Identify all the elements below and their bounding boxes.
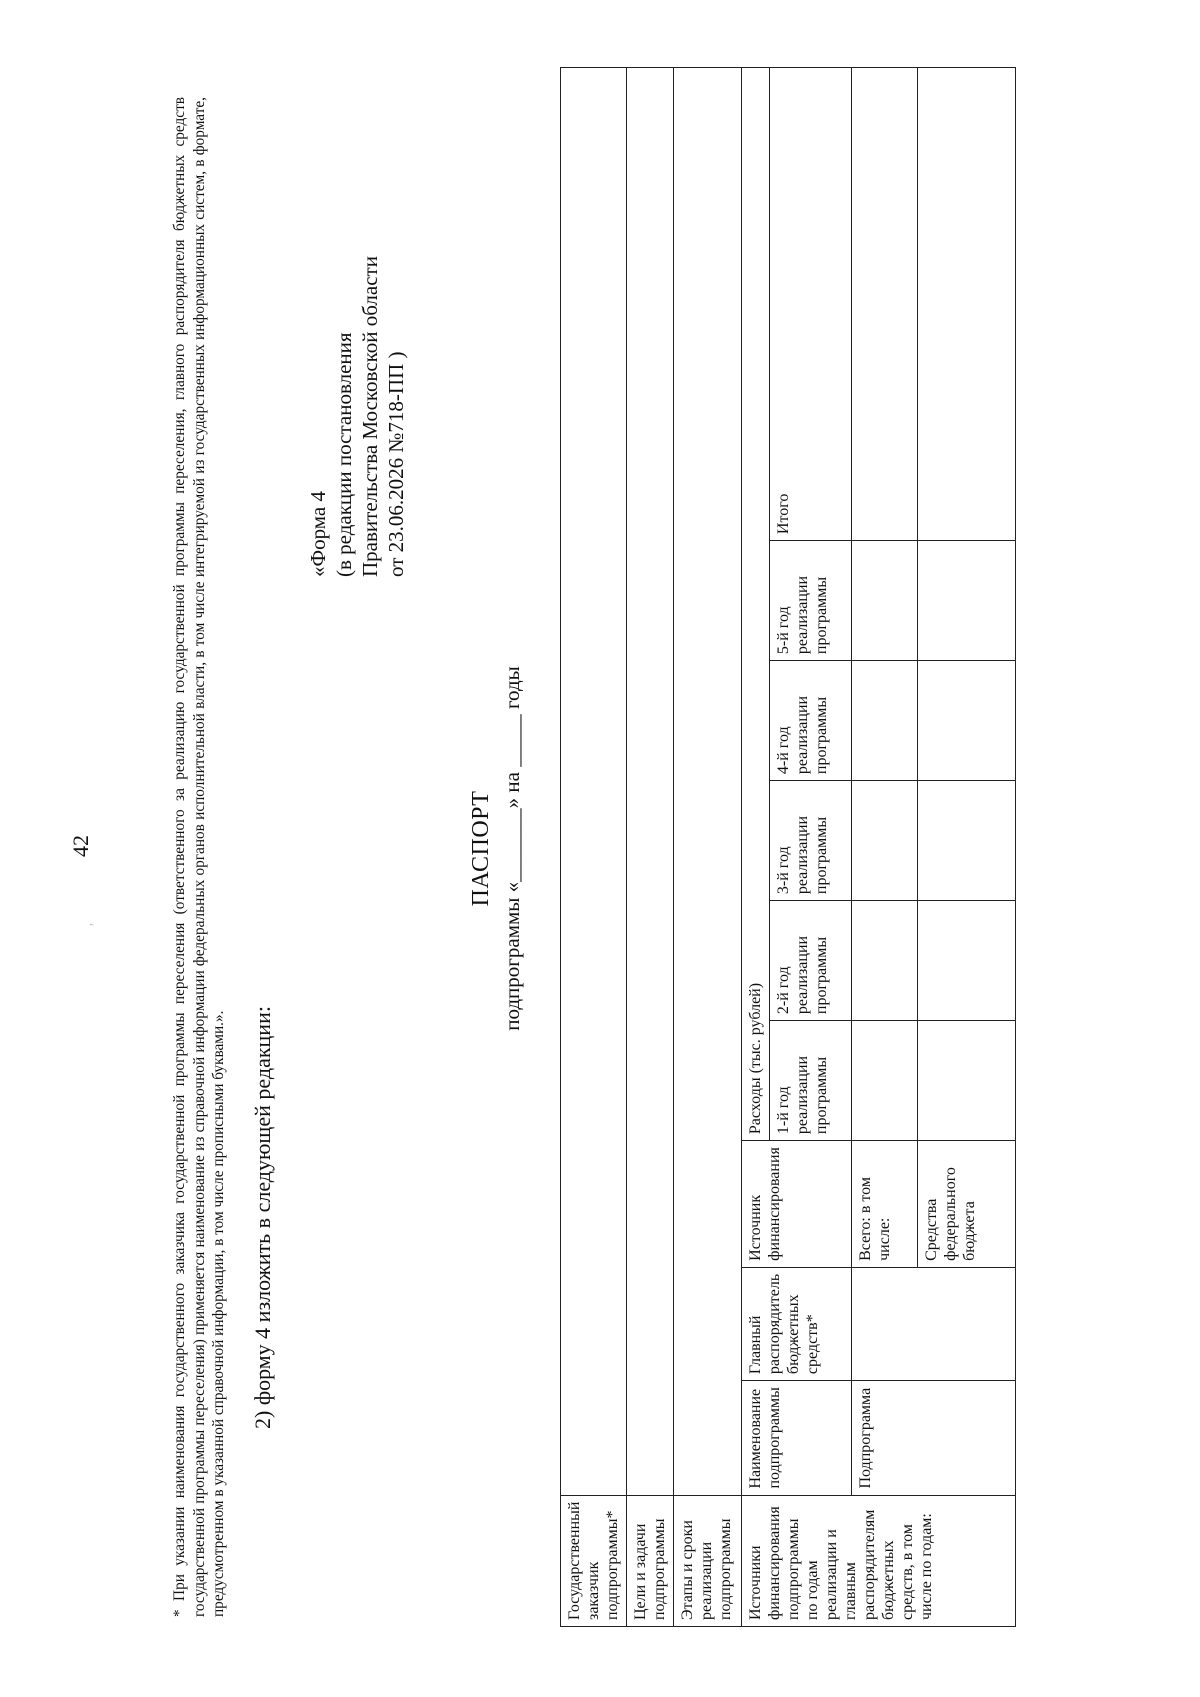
table-cell [918,541,1016,661]
header-year3: 3-й год реализации программы [770,781,852,901]
table-cell [918,661,1016,781]
amendment-line: 2) форму 4 изложить в следующей редакции: [250,1006,275,1429]
header-name: Наименование подпрограммы [742,1381,852,1495]
scan-artifact-icon: ’ [88,922,103,927]
form-header [305,256,409,577]
table-cell [852,541,918,661]
header-year1: 1-й год реализации программы [770,1021,852,1141]
header-manager: Главный распорядитель бюджетных средств* [742,1267,852,1380]
page-number: 42 [68,835,93,857]
table-cell [852,661,918,781]
table-cell [918,781,1016,901]
row-label-stages: Этапы и сроки реализации подпрограммы [674,1495,742,1626]
cell-subprogram: Подпрограмма [852,1381,1016,1495]
table-cell [918,901,1016,1021]
table-cell [918,1021,1016,1141]
form-header-line3: Правительства Московской области [358,256,382,577]
table-row [627,68,674,1627]
table-cell [852,1021,918,1141]
form-header-line1: «Форма 4 [306,491,330,577]
table-row [742,68,770,1627]
passport-table [560,67,1016,1627]
table-row [561,68,627,1627]
table-row [852,68,918,1627]
row-label-customer: Государственный заказчик подпрограммы* [561,1495,627,1626]
table-cell [852,781,918,901]
form-header-line4: от 23.06.2026 №718-ПП ) [384,351,408,577]
row-label-funding: Источники финансирования подпрограммы по годам реализации и главным распорядителям бюджетных средств, в том числе по годам: [742,1495,1016,1626]
table-cell [918,68,1016,541]
table-cell [852,68,918,541]
header-total: Итого [770,68,852,541]
table-cell [852,1267,1016,1380]
header-year2: 2-й год реализации программы [770,901,852,1021]
table-cell [674,68,742,1496]
header-year5: 5-й год реализации программы [770,541,852,661]
table-cell [852,901,918,1021]
header-source: Источник финансирования [742,1141,852,1268]
form-header-line2: (в редакции постановления [332,332,356,577]
footnote: * При указании наименования государственного заказчика государственной программы переселения (ответственного за реализацию государственной программы переселения, главного распорядителя бюджетных средств государственной программы переселения) применяется наименование из справочной информации федеральных органов исполнительной власти, в том числе интегрируемой из государственных информационных систем, в формате, предусмотренном в указанной справочной информации, в том числе прописными буквами.». [171,97,227,1617]
cell-federal: Средства федерального бюджета [918,1141,1016,1268]
header-year4: 4-й год реализации программы [770,661,852,781]
table-cell [561,68,627,1496]
page-subtitle: подпрограммы «_______» на _____ годы [500,666,524,1031]
table-cell [627,68,674,1496]
header-expenses: Расходы (тыс. рублей) [742,68,770,1141]
cell-total-incl: Всего: в том числе: [852,1141,918,1268]
row-label-goals: Цели и задачи подпрограммы [627,1495,674,1626]
page-title: ПАСПОРТ [468,790,494,907]
table-row [674,68,742,1627]
